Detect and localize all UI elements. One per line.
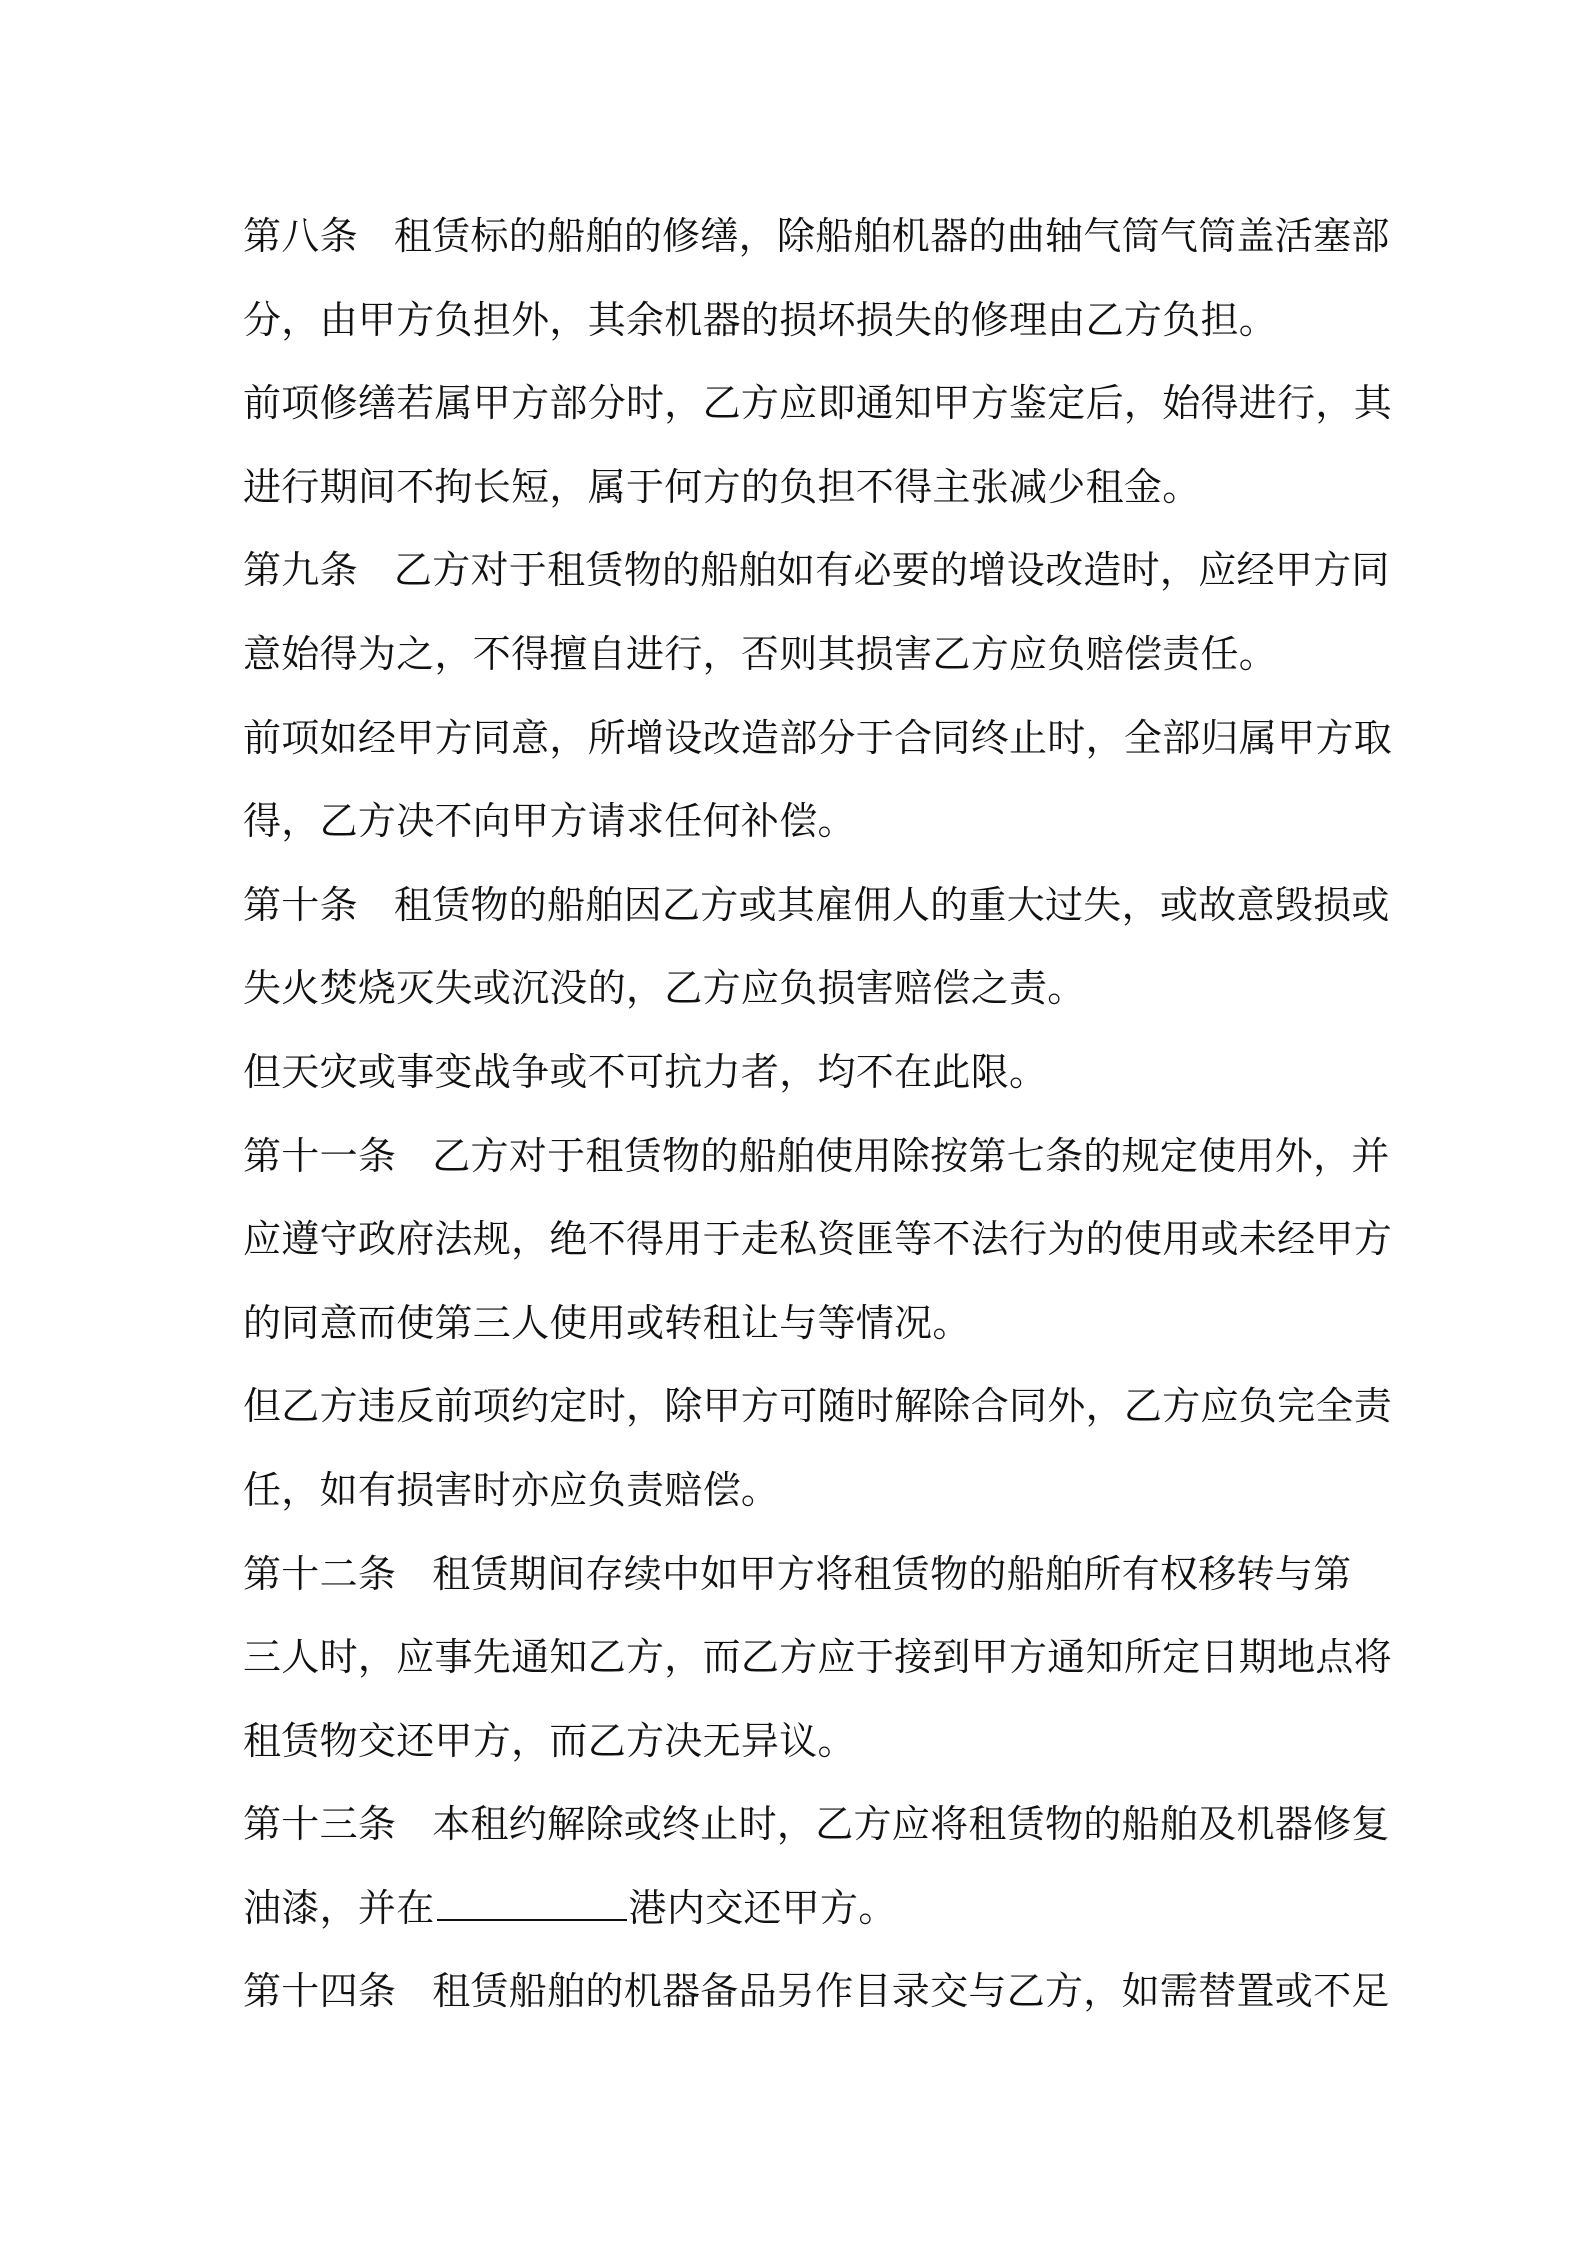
text-line [243, 1365, 1393, 1449]
article-number: 第十四条 [243, 1969, 397, 2014]
line-text: 分，由甲方负担外，其余机器的损坏损失的修理由乙方负担。 [243, 297, 1278, 342]
text-line [243, 697, 1393, 781]
line-text: 意始得为之，不得擅自进行，否则其损害乙方应负赔偿责任。 [243, 631, 1278, 676]
line-text: 租赁标的船舶的修缮，除船舶机器的曲轴气筒气筒盖活塞部 [393, 214, 1390, 258]
article-number: 第八条 [243, 214, 358, 258]
line-text: 租赁物交还甲方，而乙方决无异议。 [243, 1718, 856, 1763]
fill-in-blank [437, 1889, 627, 1921]
article-first-line [243, 529, 1390, 613]
article-first-line [243, 1783, 1390, 1867]
line-text: 租赁物的船舶因乙方或其雇佣人的重大过失，或故意毁损或 [393, 882, 1390, 927]
text-line [243, 1031, 1353, 1115]
article-first-line [243, 864, 1390, 948]
article-number: 第十条 [243, 882, 358, 927]
line-text: 前项修缮若属甲方部分时，乙方应即通知甲方鉴定后，始得进行，其 [243, 381, 1393, 426]
article-first-line [243, 195, 1390, 279]
line-text: 租赁期间存续中如甲方将租赁物的船舶所有权移转与第 [432, 1551, 1352, 1596]
article-number: 第十一条 [243, 1133, 397, 1178]
text-line [243, 1282, 1353, 1366]
text-line [243, 613, 1353, 697]
line-text: 乙方对于租赁物的船舶如有必要的增设改造时，应经甲方同 [393, 548, 1390, 593]
article-number: 第十三条 [243, 1802, 397, 1847]
line-text: 但天灾或事变战争或不可抗力者，均不在此限。 [243, 1049, 1048, 1094]
line-text: 乙方对于租赁物的船舶使用除按第七条的规定使用外，并 [432, 1133, 1390, 1178]
line-text: 得，乙方决不向甲方请求任何补偿。 [243, 799, 856, 844]
article-number: 第九条 [243, 548, 358, 593]
article-number: 第十二条 [243, 1551, 397, 1596]
line-text: 进行期间不拘长短，属于何方的负担不得主张减少租金。 [243, 464, 1201, 509]
line-text: 任，如有损害时亦应负责赔偿。 [243, 1467, 780, 1512]
line-text: 的同意而使第三人使用或转租让与等情况。 [243, 1300, 971, 1345]
text-line [243, 1616, 1393, 1700]
article-first-line [243, 1115, 1390, 1199]
line-text: 应遵守政府法规，绝不得用于走私资匪等不法行为的使用或未经甲方 [243, 1217, 1393, 1262]
text-line [243, 1198, 1393, 1282]
text-line [243, 1449, 1353, 1533]
text-line [243, 362, 1393, 446]
text-line [243, 446, 1353, 530]
line-text: 租赁船舶的机器备品另作目录交与乙方，如需替置或不足 [432, 1969, 1390, 2014]
line-text: 失火焚烧灭失或沉没的，乙方应负损害赔偿之责。 [243, 966, 1086, 1011]
line-text: 三人时，应事先通知乙方，而乙方应于接到甲方通知所定日期地点将 [243, 1635, 1393, 1680]
line-text: 本租约解除或终止时，乙方应将租赁物的船舶及机器修复 [432, 1802, 1390, 1847]
line-text: 油漆，并在 [243, 1885, 435, 1930]
text-line [243, 780, 1353, 864]
line-text: 但乙方违反前项约定时，除甲方可随时解除合同外，乙方应负完全责 [243, 1384, 1393, 1429]
article-first-line [243, 1533, 1353, 1617]
line-text: 前项如经甲方同意，所增设改造部分于合同终止时，全部归属甲方取 [243, 715, 1393, 760]
text-line [243, 1867, 1353, 1951]
article-first-line [243, 1950, 1390, 2034]
text-line [243, 1700, 1353, 1784]
text-line [243, 279, 1353, 363]
document-body [243, 195, 1393, 2034]
text-line [243, 947, 1353, 1031]
line-text-after-blank: 港内交还甲方。 [628, 1885, 897, 1930]
